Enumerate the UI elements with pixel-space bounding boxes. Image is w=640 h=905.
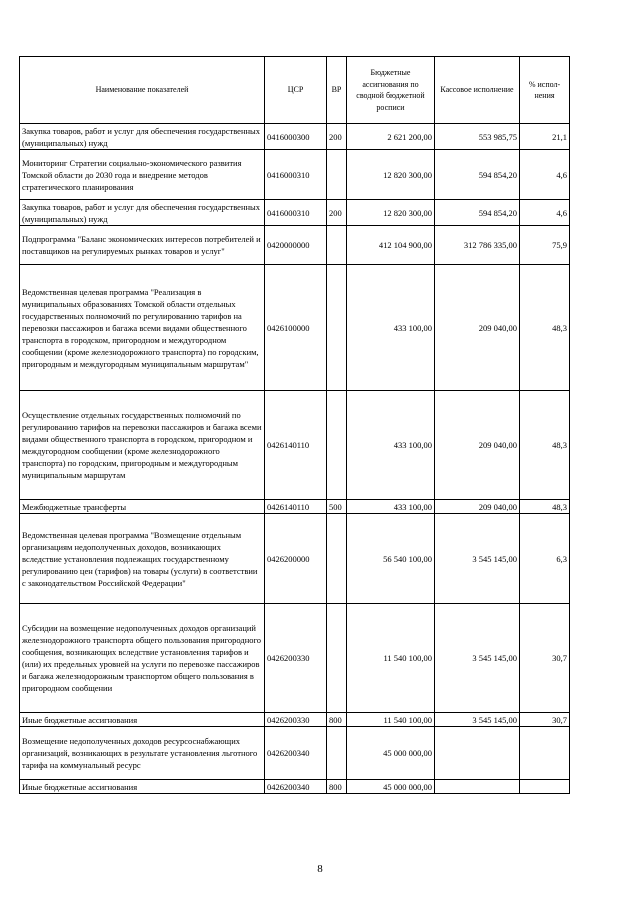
row-assignments: 45 000 000,00 — [347, 780, 435, 794]
row-name: Осуществление отдельных государственных полномочий по регулированию тарифов на перевозки пассажиров и багажа всеми видами общественного транспорта в городском, пригородном и междугородном сообщении (кроме железнодорожного транспорта) по городским, пригородным и междугородным муниципальным маршрутам — [20, 391, 265, 500]
row-cash: 3 545 145,00 — [435, 713, 520, 727]
row-percent: 21,1 — [520, 124, 570, 150]
table-row — [20, 727, 570, 780]
row-percent: 4,6 — [520, 200, 570, 226]
page-number: 8 — [317, 863, 323, 875]
row-vr — [327, 391, 347, 500]
row-percent — [520, 727, 570, 780]
row-percent: 48,3 — [520, 391, 570, 500]
table-row — [20, 391, 570, 500]
row-percent: 48,3 — [520, 500, 570, 514]
row-assignments: 433 100,00 — [347, 265, 435, 391]
header-row — [20, 57, 570, 124]
header-name: Наименование показателей — [20, 57, 265, 124]
row-vr — [327, 514, 347, 604]
row-vr: 200 — [327, 124, 347, 150]
row-csr: 0426140110 — [265, 391, 327, 500]
row-percent: 30,7 — [520, 713, 570, 727]
table-row — [20, 124, 570, 150]
row-percent — [520, 780, 570, 794]
row-cash: 3 545 145,00 — [435, 604, 520, 713]
table-row — [20, 226, 570, 265]
table-row — [20, 500, 570, 514]
table-row — [20, 150, 570, 200]
row-cash: 553 985,75 — [435, 124, 520, 150]
row-cash: 594 854,20 — [435, 200, 520, 226]
row-csr: 0426100000 — [265, 265, 327, 391]
table-row — [20, 604, 570, 713]
header-vr: ВР — [327, 57, 347, 124]
row-percent: 6,3 — [520, 514, 570, 604]
row-percent: 4,6 — [520, 150, 570, 200]
header-cash: Кассовое исполнение — [435, 57, 520, 124]
row-vr — [327, 727, 347, 780]
row-csr: 0426200330 — [265, 713, 327, 727]
row-vr — [327, 226, 347, 265]
row-name: Иные бюджетные ассигнования — [20, 780, 265, 794]
row-assignments: 56 540 100,00 — [347, 514, 435, 604]
row-cash — [435, 780, 520, 794]
row-percent: 48,3 — [520, 265, 570, 391]
row-vr: 200 — [327, 200, 347, 226]
row-assignments: 12 820 300,00 — [347, 150, 435, 200]
row-vr — [327, 150, 347, 200]
row-percent: 75,9 — [520, 226, 570, 265]
row-assignments: 11 540 100,00 — [347, 713, 435, 727]
row-csr: 0416000300 — [265, 124, 327, 150]
budget-execution-table — [19, 56, 570, 794]
row-csr: 0416000310 — [265, 200, 327, 226]
row-cash: 312 786 335,00 — [435, 226, 520, 265]
row-name: Подпрограмма "Баланс экономических интересов потребителей и поставщиков на регулируемых рынках товаров и услуг" — [20, 226, 265, 265]
row-vr: 500 — [327, 500, 347, 514]
row-cash: 209 040,00 — [435, 500, 520, 514]
row-csr: 0426200330 — [265, 604, 327, 713]
row-name: Ведомственная целевая программа "Возмещение отдельным организациям недополученных доходов, возникающих вследствие установления подлежащих государственному регулированию цен (тарифов) на товары (услуги) в соответствии с законодательством Российской Федерации" — [20, 514, 265, 604]
header-assignments: Бюджетные ассигнования по сводной бюджетной росписи — [347, 57, 435, 124]
row-name: Межбюджетные трансферты — [20, 500, 265, 514]
row-assignments: 2 621 200,00 — [347, 124, 435, 150]
header-percent: % испол-нения — [520, 57, 570, 124]
row-cash: 209 040,00 — [435, 265, 520, 391]
row-assignments: 12 820 300,00 — [347, 200, 435, 226]
row-cash — [435, 727, 520, 780]
row-name: Закупка товаров, работ и услуг для обеспечения государственных (муниципальных) нужд — [20, 124, 265, 150]
row-name: Мониторинг Стратегии социально-экономического развития Томской области до 2030 года и внедрение методов стратегического планирования — [20, 150, 265, 200]
row-assignments: 433 100,00 — [347, 391, 435, 500]
table-row — [20, 514, 570, 604]
row-csr: 0420000000 — [265, 226, 327, 265]
row-name: Субсидии на возмещение недополученных доходов организаций железнодорожного транспорта общего пользования пригородного сообщения, возникающих вследствие установления тарифов и (или) их предельных уровней на услуги по перевозке пассажиров и багажа железнодорожным транспортом общего пользования в пригородном сообщении — [20, 604, 265, 713]
row-assignments: 11 540 100,00 — [347, 604, 435, 713]
row-assignments: 45 000 000,00 — [347, 727, 435, 780]
table-row — [20, 200, 570, 226]
table-row — [20, 713, 570, 727]
row-csr: 0416000310 — [265, 150, 327, 200]
row-cash: 594 854,20 — [435, 150, 520, 200]
header-csr: ЦСР — [265, 57, 327, 124]
row-csr: 0426200340 — [265, 780, 327, 794]
row-csr: 0426200340 — [265, 727, 327, 780]
row-name: Закупка товаров, работ и услуг для обеспечения государственных (муниципальных) нужд — [20, 200, 265, 226]
row-csr: 0426200000 — [265, 514, 327, 604]
row-vr: 800 — [327, 713, 347, 727]
row-name: Ведомственная целевая программа "Реализация в муниципальных образованиях Томской области отдельных государственных полномочий по регулированию тарифов на перевозки пассажиров и багажа всеми видами общественного транспорта в городском, пригородном и междугородном сообщении (кроме железнодорожного транспорта) по городским, пригородным и междугородным муниципальным маршрутам" — [20, 265, 265, 391]
row-cash: 3 545 145,00 — [435, 514, 520, 604]
table-row — [20, 265, 570, 391]
row-percent: 30,7 — [520, 604, 570, 713]
row-vr — [327, 265, 347, 391]
row-cash: 209 040,00 — [435, 391, 520, 500]
row-csr: 0426140110 — [265, 500, 327, 514]
row-name: Возмещение недополученных доходов ресурсоснабжающих организаций, возникающих в результате установления льготного тарифа на коммунальный ресурс — [20, 727, 265, 780]
row-vr — [327, 604, 347, 713]
row-assignments: 412 104 900,00 — [347, 226, 435, 265]
table-row — [20, 780, 570, 794]
row-name: Иные бюджетные ассигнования — [20, 713, 265, 727]
row-assignments: 433 100,00 — [347, 500, 435, 514]
row-vr: 800 — [327, 780, 347, 794]
